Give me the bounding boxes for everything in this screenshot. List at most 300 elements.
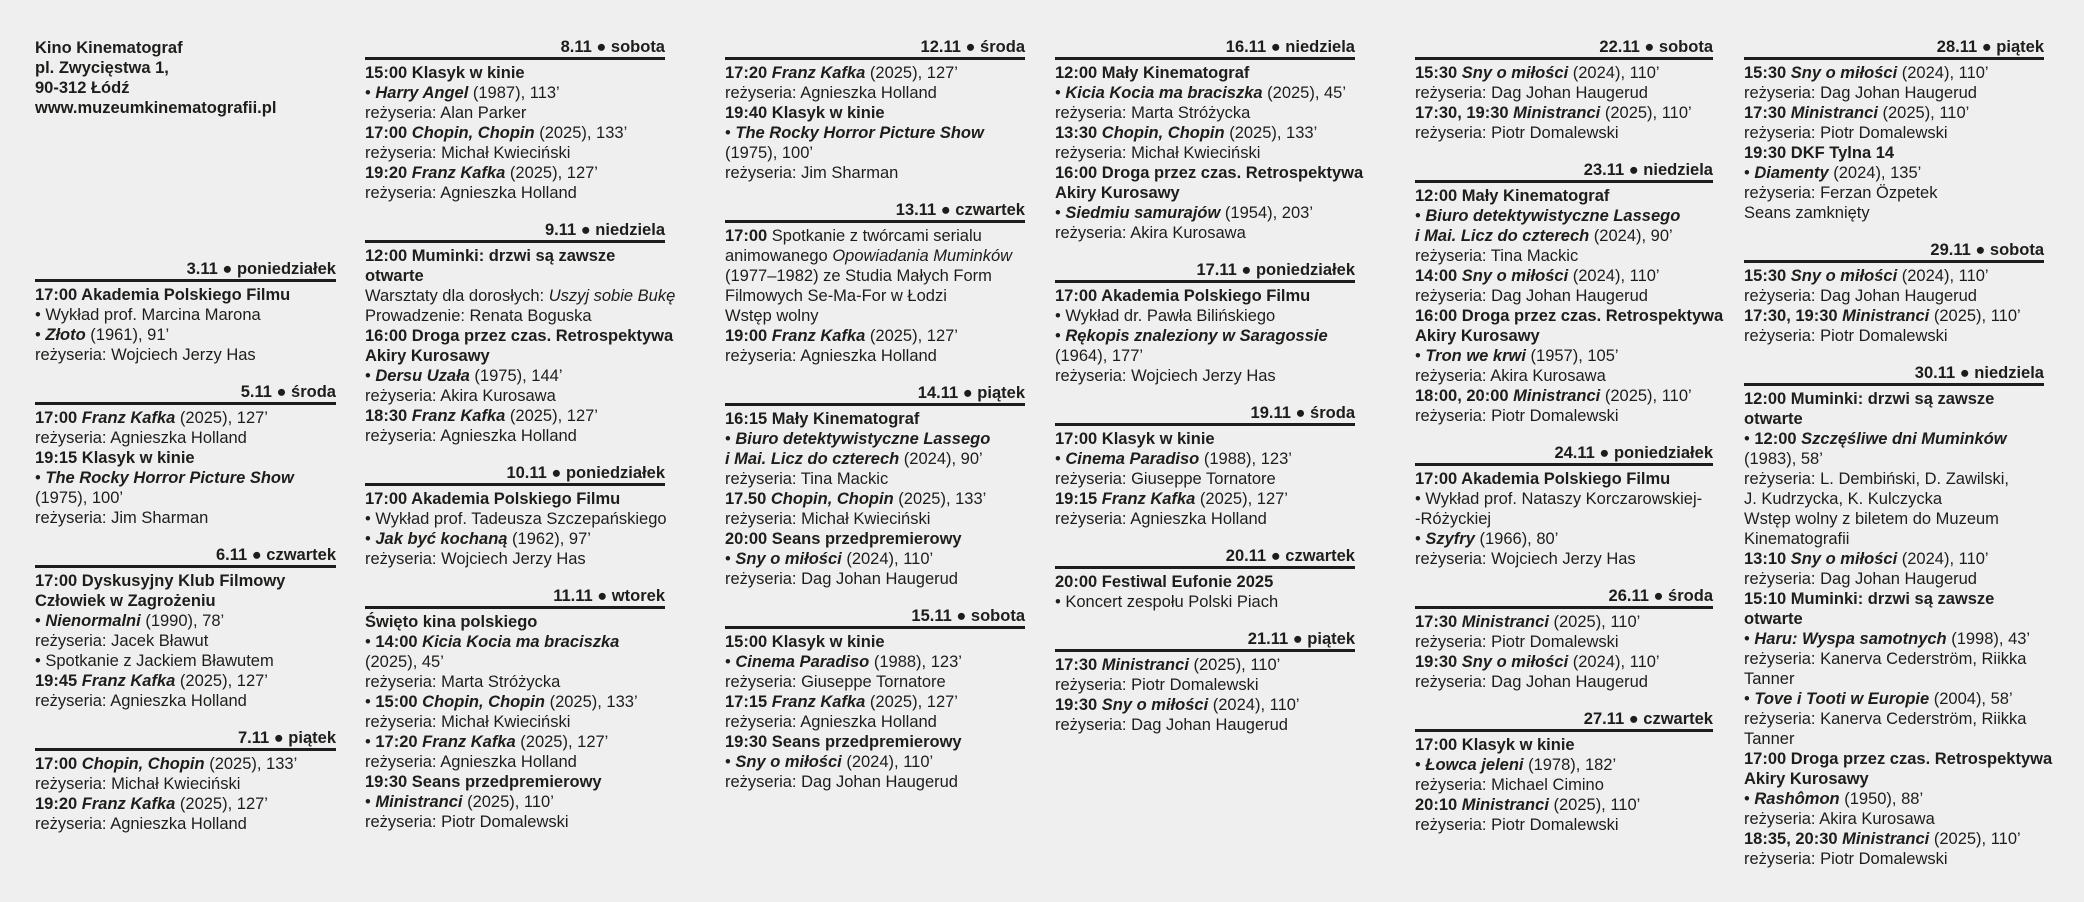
cinema-name: Kino Kinematograf <box>35 39 183 57</box>
schedule-line <box>35 408 336 428</box>
schedule-line <box>1744 829 2044 849</box>
schedule-line <box>1055 83 1355 103</box>
line-text: Warsztaty dla dorosłych: <box>365 287 549 305</box>
line-text: reżyseria: Piotr Domalewski <box>1415 633 1619 651</box>
schedule-line <box>35 448 336 468</box>
film-title: Cinema Paradiso <box>735 653 870 671</box>
day-block <box>1744 38 2044 223</box>
schedule-line <box>1055 449 1355 469</box>
line-text: reżyseria: Dag Johan Haugerud <box>1744 570 1977 588</box>
film-title: Ministranci <box>1101 656 1189 674</box>
line-text: reżyseria: Agnieszka Holland <box>1055 510 1267 528</box>
line-text: (1966), 80’ <box>1474 530 1559 548</box>
schedule-line <box>35 305 336 325</box>
schedule-line <box>725 346 1025 366</box>
day-header: 22.11 ● sobota <box>1415 38 1713 60</box>
schedule-line <box>35 754 336 774</box>
schedule-line <box>365 812 665 832</box>
day-block <box>1055 630 1355 735</box>
schedule-line <box>1415 206 1713 226</box>
line-text: (2025), 45’ <box>1262 84 1347 102</box>
day-header: 19.11 ● środa <box>1055 404 1355 426</box>
day-block <box>1415 38 1713 143</box>
film-title: Biuro detektywistyczne Lassego <box>735 430 991 448</box>
schedule-line <box>725 409 1025 429</box>
line-text: reżyseria: Dag Johan Haugerud <box>1744 84 1977 102</box>
schedule-line <box>35 488 336 508</box>
schedule-line <box>365 83 665 103</box>
line-text: • <box>365 733 376 751</box>
schedule-line <box>725 549 1025 569</box>
line-text: 15:00 Klasyk w kinie <box>725 633 885 651</box>
line-text: (2024), 110’ <box>841 550 934 568</box>
line-text: 13:30 <box>1055 124 1102 142</box>
film-title: Rashômon <box>1754 790 1840 808</box>
schedule-line <box>35 285 336 305</box>
schedule-line <box>1415 386 1713 406</box>
line-text: Tanner <box>1744 730 1795 748</box>
line-text: 19:15 Klasyk w kinie <box>35 449 195 467</box>
line-text: 15:30 <box>1744 64 1791 82</box>
line-text: 19:15 <box>1055 490 1102 508</box>
day-block <box>365 38 665 203</box>
line-text: reżyseria: Wojciech Jerzy Has <box>35 346 256 364</box>
line-text: reżyseria: Wojciech Jerzy Has <box>365 550 586 568</box>
schedule-line <box>35 671 336 691</box>
schedule-line <box>365 183 665 203</box>
schedule-line <box>365 489 665 509</box>
film-title: Jak być kochaną <box>375 530 508 548</box>
schedule-line <box>1744 326 2044 346</box>
schedule-line <box>1415 83 1713 103</box>
schedule-line <box>1055 123 1355 143</box>
line-text: (1998), 43’ <box>1946 630 2031 648</box>
line-text: reżyseria: Wojciech Jerzy Has <box>1055 367 1276 385</box>
day-block <box>1055 261 1355 386</box>
day-block <box>1415 587 1713 692</box>
schedule-line <box>725 772 1025 792</box>
schedule-line <box>1744 809 2044 829</box>
film-title: Ministranci <box>1842 307 1930 325</box>
line-text: otwarte <box>1744 410 1803 428</box>
schedule-line <box>725 509 1025 529</box>
schedule-line <box>365 632 665 652</box>
line-text: reżyseria: Akira Kurosawa <box>1744 810 1935 828</box>
schedule-column-4 <box>1055 38 1364 753</box>
film-title: The Rocky Horror Picture Show <box>45 469 294 487</box>
line-text: reżyseria: Tina Mackic <box>1415 247 1579 265</box>
line-text: Tanner <box>1744 670 1795 688</box>
line-text: • <box>365 530 376 548</box>
day-header: 24.11 ● poniedziałek <box>1415 444 1713 466</box>
line-text: (2024), 110’ <box>1208 696 1300 714</box>
line-text: (2025), 127’ <box>175 795 268 813</box>
line-text: (2025), 127’ <box>175 672 268 690</box>
line-text: • Wykład prof. Marcina Marona <box>35 306 261 324</box>
schedule-line <box>365 306 665 326</box>
film-title: Tove i Tooti w Europie <box>1754 690 1930 708</box>
schedule-line <box>1415 632 1713 652</box>
line-text: reżyseria: Piotr Domalewski <box>1744 850 1948 868</box>
film-title: Franz Kafka <box>81 409 176 427</box>
line-text: reżyseria: Michał Kwieciński <box>365 144 571 162</box>
schedule-line <box>725 752 1025 772</box>
schedule-line <box>1744 449 2044 469</box>
schedule-column-5 <box>1415 38 1724 853</box>
schedule-line <box>1744 729 2044 749</box>
line-text: reżyseria: Piotr Domalewski <box>1415 124 1619 142</box>
film-title: Szczęśliwe dni Muminków <box>1801 430 2007 448</box>
line-text: reżyseria: Michał Kwieciński <box>1055 144 1261 162</box>
line-text: (2025), 127’ <box>175 409 268 427</box>
schedule-line <box>365 426 665 446</box>
schedule-line <box>1415 226 1713 246</box>
line-text: reżyseria: Marta Stróżycka <box>365 673 561 691</box>
line-text: 17:00 Akademia Polskiego Filmu <box>1415 470 1671 488</box>
schedule-line <box>1055 286 1355 306</box>
line-text: • <box>1744 164 1755 182</box>
schedule-line <box>35 571 336 591</box>
line-text: reżyseria: Piotr Domalewski <box>1055 676 1259 694</box>
line-text: • <box>1415 530 1426 548</box>
line-text: reżyseria: Akira Kurosawa <box>1415 367 1606 385</box>
line-text: 14:00 <box>375 633 423 651</box>
day-block <box>1744 241 2044 346</box>
line-text: 20:00 Festiwal Eufonie 2025 <box>1055 573 1274 591</box>
line-text: • Koncert zespołu Polski Piach <box>1055 593 1279 611</box>
schedule-line <box>35 631 336 651</box>
day-block <box>35 729 336 834</box>
line-text: (2025), 110’ <box>1548 613 1641 631</box>
day-block <box>35 546 336 711</box>
schedule-line <box>365 529 665 549</box>
line-text: reżyseria: Wojciech Jerzy Has <box>1415 550 1636 568</box>
schedule-line <box>365 792 665 812</box>
schedule-line <box>1744 489 2044 509</box>
line-text: reżyseria: Giuseppe Tornatore <box>725 673 946 691</box>
film-title: Franz Kafka <box>81 672 176 690</box>
line-text: (1988), 123’ <box>1199 450 1292 468</box>
line-text: reżyseria: Dag Johan Haugerud <box>725 773 958 791</box>
line-text: 15:30 <box>1415 64 1462 82</box>
line-text: (2024), 90’ <box>1589 227 1673 245</box>
line-text: Uszyj sobie Bukę <box>548 287 676 305</box>
film-title: Ministranci <box>1461 613 1549 631</box>
line-text: (2024), 90’ <box>899 450 983 468</box>
day-header: 15.11 ● sobota <box>725 607 1025 629</box>
line-text: (2025), 133’ <box>1224 124 1318 142</box>
schedule-line <box>1415 755 1713 775</box>
line-text: • <box>725 430 736 448</box>
line-text: 15:10 Muminki: drzwi są zawsze <box>1744 590 1995 608</box>
line-text: • <box>1055 327 1066 345</box>
schedule-line <box>1415 775 1713 795</box>
day-header: 23.11 ● niedziela <box>1415 161 1713 183</box>
line-text: reżyseria: Agnieszka Holland <box>365 184 577 202</box>
day-block <box>725 384 1025 589</box>
schedule-line <box>1415 652 1713 672</box>
line-text: reżyseria: Agnieszka Holland <box>35 815 247 833</box>
schedule-line <box>1055 695 1355 715</box>
line-text: 17:30 <box>1744 104 1791 122</box>
line-text: (1964), 177’ <box>1055 347 1144 365</box>
line-text: (2025), 127’ <box>865 64 958 82</box>
schedule-line <box>365 509 665 529</box>
film-title: Sny o miłości <box>1790 550 1898 568</box>
line-text: 18:35, 20:30 <box>1744 830 1843 848</box>
line-text: 12:00 Muminki: drzwi są zawsze <box>1744 390 1995 408</box>
line-text: 17:20 <box>375 733 423 751</box>
schedule-line <box>365 672 665 692</box>
schedule-line <box>1744 409 2044 429</box>
day-block <box>35 260 336 365</box>
day-block <box>365 587 665 832</box>
film-title: Nienormalni <box>45 612 141 630</box>
schedule-line <box>365 326 674 346</box>
film-title: Sny o miłości <box>1461 653 1569 671</box>
line-text: (2024), 110’ <box>1568 653 1660 671</box>
schedule-line <box>35 794 336 814</box>
line-text: 19:30 <box>1055 696 1102 714</box>
film-title: Kicia Kocia ma braciszka <box>422 633 620 651</box>
line-text: Seans zamknięty <box>1744 204 1870 222</box>
schedule-line <box>365 63 665 83</box>
line-text: • <box>1744 790 1755 808</box>
schedule-line <box>35 428 336 448</box>
line-text: • <box>365 84 376 102</box>
schedule-line <box>1055 469 1355 489</box>
schedule-line <box>725 692 1025 712</box>
line-text: reżyseria: Alan Parker <box>365 104 527 122</box>
line-text: (1975), 100’ <box>35 489 124 507</box>
film-title: Chopin, Chopin <box>1101 124 1225 142</box>
day-header: 29.11 ● sobota <box>1744 241 2044 263</box>
schedule-line <box>1055 163 1364 183</box>
film-title: Sny o miłości <box>1461 267 1569 285</box>
film-title: Sny o miłości <box>1101 696 1209 714</box>
line-text: otwarte <box>365 267 424 285</box>
schedule-line <box>1744 629 2044 649</box>
line-text: (2025), 110’ <box>1600 104 1692 122</box>
line-text: 17:00 Akademia Polskiego Filmu <box>1055 287 1311 305</box>
schedule-line <box>1055 655 1355 675</box>
schedule-line <box>1055 143 1355 163</box>
schedule-line <box>725 63 1025 83</box>
schedule-line <box>725 326 1025 346</box>
film-title: Ministranci <box>1513 104 1601 122</box>
line-text: reżyseria: Agnieszka Holland <box>725 84 937 102</box>
line-text: reżyseria: Marta Stróżycka <box>1055 104 1251 122</box>
schedule-line <box>365 366 665 386</box>
day-header: 8.11 ● sobota <box>365 38 665 60</box>
schedule-line <box>35 774 336 794</box>
line-text: (2025), 110’ <box>1929 307 2021 325</box>
schedule-line <box>365 143 665 163</box>
schedule-line <box>365 346 665 366</box>
film-title: Haru: Wyspa samotnych <box>1754 630 1947 648</box>
schedule-line <box>725 246 1025 266</box>
schedule-line <box>1744 163 2044 183</box>
schedule-line <box>1055 346 1355 366</box>
day-block <box>35 383 336 528</box>
website-link[interactable]: www.muzeumkinematografii.pl <box>35 99 277 117</box>
line-text: (1978), 182’ <box>1523 756 1617 774</box>
day-header: 13.11 ● czwartek <box>725 201 1025 223</box>
line-text: 15:30 <box>1744 267 1791 285</box>
schedule-line <box>1055 203 1355 223</box>
schedule-line <box>1415 186 1713 206</box>
schedule-line <box>365 103 665 123</box>
line-text: Człowiek w Zagrożeniu <box>35 592 216 610</box>
day-header: 16.11 ● niedziela <box>1055 38 1355 60</box>
line-text: (2024), 110’ <box>1897 64 1989 82</box>
street: pl. Zwycięstwa 1, <box>35 59 169 77</box>
schedule-line <box>725 306 1025 326</box>
day-header: 6.11 ● czwartek <box>35 546 336 568</box>
line-text: (1975), 144’ <box>469 367 563 385</box>
schedule-line <box>1744 83 2044 103</box>
line-text: (2024), 110’ <box>1897 550 1989 568</box>
line-text: 12:00 Muminki: drzwi są zawsze <box>365 247 616 265</box>
line-text: (2025), 110’ <box>462 793 554 811</box>
line-text: • <box>365 633 376 651</box>
line-text: 17:00 <box>35 755 82 773</box>
film-title: Franz Kafka <box>771 327 866 345</box>
schedule-line <box>725 83 1025 103</box>
schedule-line <box>1744 789 2044 809</box>
schedule-line <box>1415 286 1713 306</box>
line-text: (1975), 100’ <box>725 144 814 162</box>
line-text: (1990), 78’ <box>140 612 225 630</box>
schedule-line <box>365 549 665 569</box>
film-title: Franz Kafka <box>1101 490 1196 508</box>
film-title: Złoto <box>45 326 86 344</box>
line-text: (1950), 88’ <box>1839 790 1924 808</box>
line-text: (2025), 127’ <box>1195 490 1288 508</box>
film-title: Ministranci <box>375 793 463 811</box>
line-text: (2025), 127’ <box>515 733 609 751</box>
line-text: reżyseria: Dag Johan Haugerud <box>725 570 958 588</box>
line-text: 17:15 <box>725 693 772 711</box>
schedule-line <box>1055 509 1355 529</box>
schedule-line <box>365 386 665 406</box>
schedule-line <box>725 712 1025 732</box>
line-text: reżyseria: Michał Kwieciński <box>365 713 571 731</box>
film-title: Franz Kafka <box>411 164 506 182</box>
schedule-line <box>1744 649 2044 669</box>
line-text: • <box>365 367 376 385</box>
line-text: 17:00 Akademia Polskiego Filmu <box>35 286 291 304</box>
day-block <box>365 221 676 446</box>
line-text: • <box>725 124 736 142</box>
schedule-line <box>1055 675 1355 695</box>
line-text: 17:00 <box>35 409 82 427</box>
line-text: (2025), 127’ <box>505 407 598 425</box>
line-text: 17:30 <box>1415 613 1462 631</box>
schedule-line <box>1744 63 2044 83</box>
schedule-line <box>1744 143 2044 163</box>
schedule-line <box>1744 429 2044 449</box>
line-text: • <box>1415 756 1426 774</box>
schedule-line <box>365 732 665 752</box>
film-title: Chopin, Chopin <box>411 124 535 142</box>
line-text: 13:10 <box>1744 550 1791 568</box>
line-text: reżyseria: Dag Johan Haugerud <box>1415 287 1648 305</box>
line-text: • <box>1055 84 1066 102</box>
day-header: 30.11 ● niedziela <box>1744 364 2044 386</box>
schedule-line <box>725 226 1025 246</box>
line-text: 20:00 Seans przedpremierowy <box>725 530 962 548</box>
schedule-line <box>1744 689 2044 709</box>
line-text: 18:30 <box>365 407 412 425</box>
day-block <box>1415 161 1724 426</box>
schedule-line <box>1415 346 1713 366</box>
film-title: Franz Kafka <box>411 407 506 425</box>
line-text: Kinematografii <box>1744 530 1850 548</box>
line-text: 17:30, 19:30 <box>1415 104 1514 122</box>
day-header: 28.11 ● piątek <box>1744 38 2044 60</box>
line-text: reżyseria: Dag Johan Haugerud <box>1415 84 1648 102</box>
line-text: 16:15 Mały Kinematograf <box>725 410 920 428</box>
day-block <box>1055 38 1364 243</box>
line-text: (2025), 110’ <box>1548 796 1641 814</box>
schedule-line <box>365 712 665 732</box>
schedule-line <box>725 732 1025 752</box>
schedule-line <box>1415 306 1724 326</box>
schedule-line <box>725 569 1025 589</box>
schedule-line <box>35 591 336 611</box>
line-text: (2025), 133’ <box>534 124 628 142</box>
line-text: 19:45 <box>35 672 82 690</box>
film-title: Sny o miłości <box>1790 267 1898 285</box>
line-text: • Spotkanie z Jackiem Bławutem <box>35 652 274 670</box>
day-block <box>1744 364 2053 869</box>
line-text: 17:30, 19:30 <box>1744 307 1843 325</box>
schedule-line <box>365 123 665 143</box>
schedule-line <box>1744 529 2044 549</box>
schedule-line <box>1744 123 2044 143</box>
film-title: Rękopis znaleziony w Saragossie <box>1065 327 1328 345</box>
line-text: (1983), 58’ <box>1744 450 1823 468</box>
line-text: (2024), 110’ <box>1568 267 1660 285</box>
day-header: 7.11 ● piątek <box>35 729 336 751</box>
schedule-line <box>1415 735 1713 755</box>
line-text: 15:00 Klasyk w kinie <box>365 64 525 82</box>
line-text: (2025), 127’ <box>865 693 958 711</box>
day-header: 5.11 ● środa <box>35 383 336 405</box>
line-text: • <box>1744 430 1755 448</box>
line-text: (2025), 110’ <box>1600 387 1692 405</box>
day-header: 17.11 ● poniedziałek <box>1055 261 1355 283</box>
line-text: reżyseria: Agnieszka Holland <box>35 692 247 710</box>
schedule-column-3 <box>725 38 1025 810</box>
line-text: 17:00 Klasyk w kinie <box>1055 430 1215 448</box>
line-text: 19:00 <box>725 327 772 345</box>
schedule-line <box>725 286 1025 306</box>
line-text: 16:00 Droga przez czas. Retrospektywa <box>1055 164 1364 182</box>
day-header: 26.11 ● środa <box>1415 587 1713 609</box>
line-text: reżyseria: Jacek Bławut <box>35 632 209 650</box>
line-text: 19:30 Seans przedpremierowy <box>365 773 602 791</box>
line-text: reżyseria: Piotr Domalewski <box>1415 816 1619 834</box>
line-text: (2024), 135’ <box>1828 164 1922 182</box>
schedule-line <box>725 489 1025 509</box>
day-header: 27.11 ● czwartek <box>1415 710 1713 732</box>
line-text: reżyseria: Jim Sharman <box>725 164 899 182</box>
line-text: 19:20 <box>35 795 82 813</box>
film-title: Ministranci <box>1842 830 1930 848</box>
line-text: reżyseria: Piotr Domalewski <box>365 813 569 831</box>
